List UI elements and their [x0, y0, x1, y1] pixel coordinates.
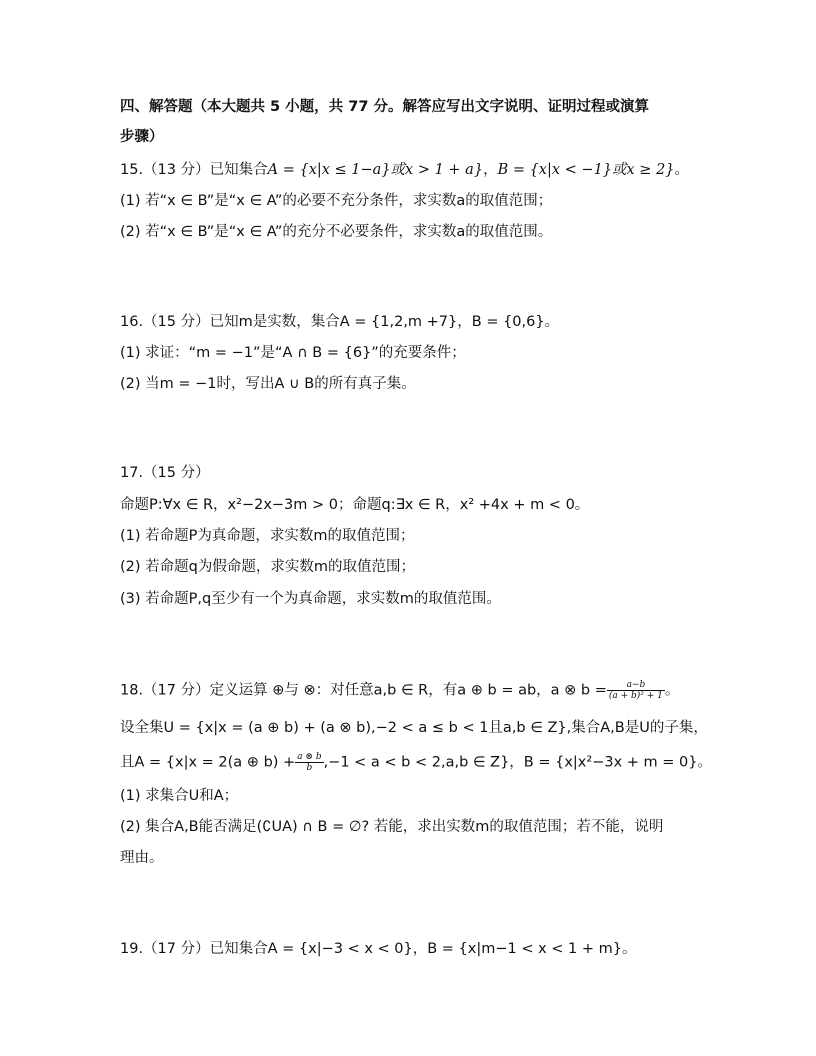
- q17-statement: 命题P:∀x ∈ R，x²−2x−3m > 0；命题q:∃x ∈ R，x² +4x + m < 0。: [120, 497, 590, 513]
- q18-fraction-2: [295, 752, 323, 773]
- q17-part-2: (2) 若命题q为假命题，求实数m的取值范围；: [120, 559, 415, 575]
- q17-part-3: (3) 若命题P,q至少有一个为真命题，求实数m的取值范围。: [120, 591, 501, 607]
- q15-set-a: A = {x|x ≤ 1−a}或x > 1 + a}: [267, 162, 484, 178]
- q18-line1-post: 。: [664, 682, 680, 699]
- q18-fraction-1-denominator: (a + b)² + 1: [608, 691, 663, 701]
- q15-part-2: (2) 若“x ∈ B”是“x ∈ A”的充分不必要条件，求实数a的取值范围。: [120, 224, 553, 240]
- q19-statement: 19.（17 分）已知集合A = {x|−3 < x < 0}，B = {x|m−1 < x < 1 + m}。: [120, 941, 637, 957]
- q18-part-2: (2) 集合A,B能否满足(∁UA) ∩ B = ∅? 若能，求出实数m的取值范围；若不能，说明: [120, 819, 664, 835]
- q18-statement-1: [120, 680, 700, 701]
- q18-fraction-2-numerator: a ⊗ b: [297, 752, 322, 762]
- q15-part-1: (1) 若“x ∈ B”是“x ∈ A”的必要不充分条件，求实数a的取值范围；: [120, 193, 553, 209]
- q18-fraction-2-denominator: b: [306, 763, 313, 773]
- q17-head: 17.（15 分）: [120, 465, 210, 481]
- q17-part-1: (1) 若命题P为真命题，求实数m的取值范围；: [120, 528, 415, 544]
- q18-part-1: (1) 求集合U和A；: [120, 788, 239, 804]
- q18-line3-pre: 且A = {x|x = 2(a ⊕ b) +: [120, 754, 296, 771]
- q16-statement: 16.（15 分）已知m是实数，集合A = {1,2,m +7}，B = {0,6}。: [120, 314, 560, 330]
- q15-statement: [120, 160, 700, 180]
- q18-statement-3: [120, 752, 712, 773]
- q15-sep: ，: [483, 162, 498, 178]
- q18-statement-2: 设全集U = {x|x = (a ⊕ b) + (a ⊗ b),−2 < a ≤ b < 1且a,b ∈ Z},集合A,B是U的子集，: [120, 720, 708, 736]
- q16-part-2: (2) 当m = −1时，写出A ∪ B的所有真子集。: [120, 376, 416, 392]
- q18-fraction-1: [607, 680, 665, 701]
- q16-part-1: (1) 求证：“m = −1”是“A ∩ B = {6}”的充要条件；: [120, 345, 466, 361]
- q18-fraction-1-numerator: a−b: [607, 680, 665, 691]
- q15-tail: 。: [674, 162, 690, 178]
- q15-head: 15.（13 分）已知集合: [120, 162, 268, 178]
- q15-set-b: B = {x|x < −1}或x ≥ 2}: [497, 162, 675, 178]
- q18-part-2-continued: 理由。: [120, 850, 164, 866]
- q18-line1-pre: 18.（17 分）定义运算 ⊕与 ⊗：对任意a,b ∈ R，有a ⊕ b = ab，a ⊗ b =: [120, 682, 607, 699]
- section-heading-continued: 步骤）: [120, 129, 164, 145]
- section-heading: 四、解答题（本大题共 5 小题，共 77 分。解答应写出文字说明、证明过程或演算: [120, 99, 649, 115]
- q18-line3-post: ,−1 < a < b < 2,a,b ∈ Z}，B = {x|x²−3x + m = 0}。: [323, 754, 712, 771]
